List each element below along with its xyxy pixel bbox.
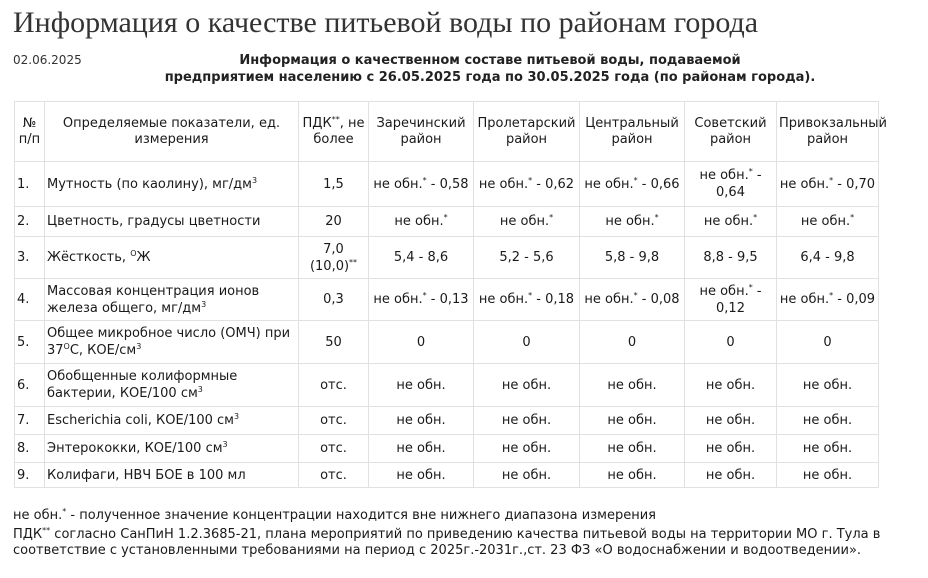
district-value: не обн.* - 0,08 [580, 279, 685, 321]
district-value: не обн. [369, 364, 474, 407]
district-value: не обн.* [685, 207, 777, 237]
table-row [15, 162, 879, 207]
header-pdk: ПДК**, не более [299, 102, 369, 162]
table-row [15, 435, 879, 463]
district-value: не обн. [580, 364, 685, 407]
pdk-value: отс. [299, 435, 369, 463]
table-row [15, 321, 879, 364]
indicator-name: Мутность (по каолину), $мг/дм^3$ [45, 162, 299, 207]
district-value: 8,8 - 9,5 [685, 237, 777, 279]
district-value: не обн. [474, 407, 580, 435]
district-value: не обн.* [474, 207, 580, 237]
row-number: 4. [15, 279, 45, 321]
subtitle-line-2: предприятием населению с 26.05.2025 года по 30.05.2025 года (по районам города). [164, 70, 816, 85]
row-number: 2. [15, 207, 45, 237]
indicator-name: Жёсткость, $^О$Ж [45, 237, 299, 279]
header-district: Советский район [685, 102, 777, 162]
footnotes [13, 508, 893, 562]
district-value: не обн.* - 0,13 [369, 279, 474, 321]
district-value: не обн. [474, 463, 580, 488]
district-value: не обн.* - 0,58 [369, 162, 474, 207]
indicator-name: Энтерококки, КОЕ/100 $см^3$ [45, 435, 299, 463]
publish-date: 02.06.2025 [13, 53, 82, 67]
district-value: не обн. [369, 435, 474, 463]
indicator-name: Общее микробное число (ОМЧ) при $37^ОС$, КОЕ/$см^3$ [45, 321, 299, 364]
pdk-value: отс. [299, 364, 369, 407]
row-number: 6. [15, 364, 45, 407]
row-number: 9. [15, 463, 45, 488]
district-value: не обн.* - 0,18 [474, 279, 580, 321]
header-district: Привокзальный район [777, 102, 879, 162]
indicator-name: Массовая концентрация ионов железа общего, $мг/дм^3$ [45, 279, 299, 321]
table-row [15, 407, 879, 435]
district-value: 6,4 - 9,8 [777, 237, 879, 279]
district-value: не обн. [685, 463, 777, 488]
header-num: № п/п [15, 102, 45, 162]
indicator-name: Обобщенные колиформные бактерии, КОЕ/100 $см^3$ [45, 364, 299, 407]
table-row [15, 364, 879, 407]
district-value: 5,2 - 5,6 [474, 237, 580, 279]
page-title: Информация о качестве питьевой воды по районам города [13, 6, 759, 39]
district-value: не обн.* [777, 207, 879, 237]
row-number: 5. [15, 321, 45, 364]
district-value: не обн. [369, 463, 474, 488]
district-value: не обн. [685, 435, 777, 463]
report-subtitle [150, 52, 830, 86]
row-number: 7. [15, 407, 45, 435]
district-value: не обн.* - 0,70 [777, 162, 879, 207]
pdk-value: 7,0 (10,0)** [299, 237, 369, 279]
district-value: не обн.* - 0,12 [685, 279, 777, 321]
pdk-value: 20 [299, 207, 369, 237]
district-value: не обн.* [580, 207, 685, 237]
pdk-value: 50 [299, 321, 369, 364]
district-value: не обн. [580, 407, 685, 435]
district-value: 5,8 - 9,8 [580, 237, 685, 279]
indicator-name: Цветность, градусы цветности [45, 207, 299, 237]
indicator-name: Escherichia coli, КОЕ/100 $см^3$ [45, 407, 299, 435]
table-row [15, 279, 879, 321]
row-number: 8. [15, 435, 45, 463]
district-value: не обн.* [369, 207, 474, 237]
district-value: не обн. [777, 435, 879, 463]
district-value: не обн. [777, 463, 879, 488]
district-value: не обн. [777, 364, 879, 407]
row-number: 3. [15, 237, 45, 279]
water-quality-table [14, 101, 888, 488]
district-value: не обн.* - 0,66 [580, 162, 685, 207]
subtitle-line-1: Информация о качественном составе питьевой воды, подаваемой [239, 53, 741, 68]
district-value: 0 [777, 321, 879, 364]
district-value: не обн. [685, 364, 777, 407]
district-value: не обн. [474, 364, 580, 407]
table-row [15, 463, 879, 488]
header-district: Пролетарский район [474, 102, 580, 162]
pdk-value: 1,5 [299, 162, 369, 207]
district-value: 0 [580, 321, 685, 364]
district-value: не обн. [369, 407, 474, 435]
district-value: не обн. [580, 435, 685, 463]
table-row [15, 237, 879, 279]
district-value: не обн.* - 0,09 [777, 279, 879, 321]
pdk-value: отс. [299, 463, 369, 488]
pdk-value: отс. [299, 407, 369, 435]
pdk-value: 0,3 [299, 279, 369, 321]
row-number: 1. [15, 162, 45, 207]
district-value: 0 [369, 321, 474, 364]
district-value: не обн.* - 0,62 [474, 162, 580, 207]
district-value: не обн. [777, 407, 879, 435]
header-district: Заречинский район [369, 102, 474, 162]
footnote-1: не обн.* - полученное значение концентрации находится вне нижнего диапазона измерения [13, 507, 656, 523]
indicator-name: Колифаги, НВЧ БОЕ в 100 мл [45, 463, 299, 488]
district-value: 0 [685, 321, 777, 364]
district-value: 5,4 - 8,6 [369, 237, 474, 279]
district-value: 0 [474, 321, 580, 364]
district-value: не обн.* - 0,64 [685, 162, 777, 207]
header-indicator: Определяемые показатели, ед. измерения [45, 102, 299, 162]
table-header-row [15, 102, 879, 162]
district-value: не обн. [474, 435, 580, 463]
district-value: не обн. [685, 407, 777, 435]
header-district: Центральный район [580, 102, 685, 162]
district-value: не обн. [580, 463, 685, 488]
footnote-2: ПДК** согласно СанПиН 1.2.3685-21, плана мероприятий по приведению качества питьевой воды на территории МО г. Тула в соответствие с установленными требованиями на период с 2025г.-2031г.,ст. 23 ФЗ «О водоснабжении и водоотведении». [13, 526, 881, 558]
table-row [15, 207, 879, 237]
